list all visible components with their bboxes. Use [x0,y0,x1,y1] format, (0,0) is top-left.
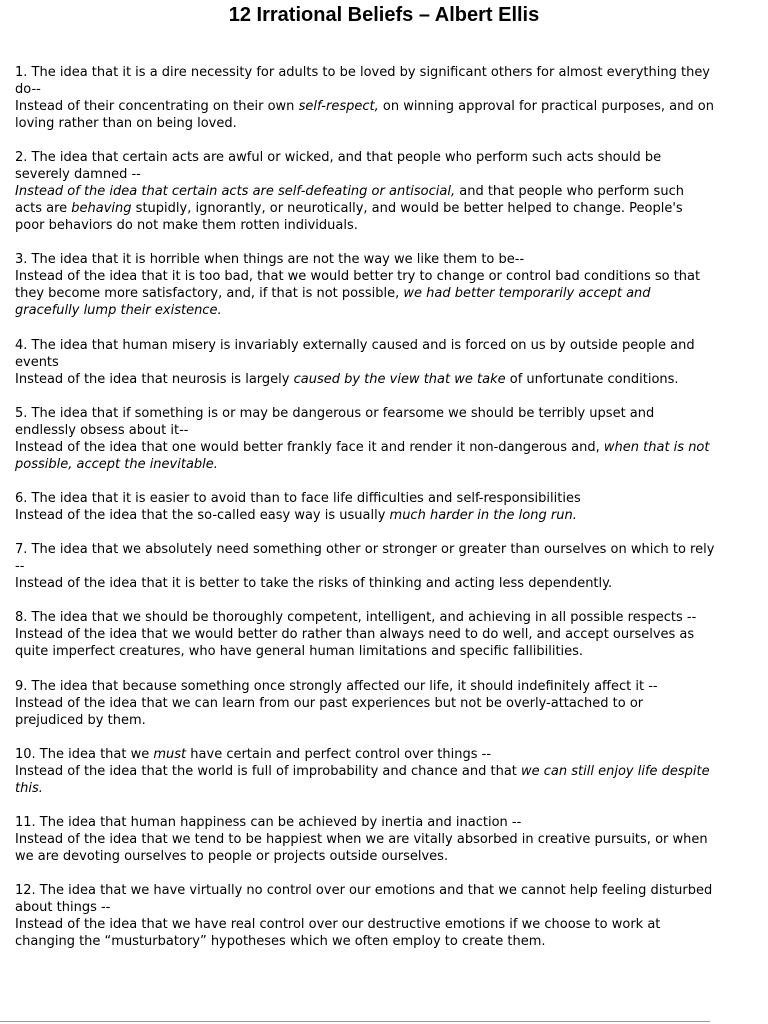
text-run: Instead of their concentrating on their own [15,99,299,114]
belief-alternative [15,371,715,388]
text-run: Instead of the idea that we have real control over our destructive emotions if we choose to work at changing the “musturbatory” hypotheses which we often employ to create them. [15,917,661,950]
belief-alternative [15,575,715,592]
emphasis-text: self-respect, [298,99,379,114]
text-run: Instead of the idea that it is too bad, that we would better try to change or control bad conditions so that they become more satisfactory, and, if that is not possible, [15,269,701,302]
belief-item [15,814,715,865]
belief-statement [15,814,715,831]
belief-item [15,490,715,524]
belief-statement [15,490,715,507]
belief-statement [15,882,715,916]
belief-alternative [15,507,715,524]
belief-statement [15,337,715,371]
text-run: 3. The idea that it is horrible when things are not the way we like them to be-- [15,252,525,268]
belief-alternative [15,695,715,729]
text-run: Instead of the idea that it is better to take the risks of thinking and acting less dependently. [15,576,613,592]
text-run: Instead of the idea that the so-called easy way is usually [15,507,390,523]
text-run: Instead of the idea that we would better do rather than always need to do well, and accept ourselves as quite imperfect creatures, who have general human limitations and specific fallibilities. [15,627,695,660]
belief-alternative [15,183,715,234]
belief-alternative [15,831,715,865]
text-run: 10. The idea that we [15,746,154,762]
page-title: 12 Irrational Beliefs – Albert Ellis [228,4,540,26]
belief-item [15,609,715,660]
text-run: and that people who perform such acts are [15,184,684,217]
belief-item [15,251,715,319]
text-run: Instead of the idea that we tend to be happiest when we are vitally absorbed in creative pursuits, or when we are devoting ourselves to people or projects outside ourselves. [15,831,708,864]
belief-item [15,405,715,473]
belief-statement [15,405,715,439]
belief-statement [15,541,715,575]
belief-statement [15,64,715,98]
belief-item [15,64,715,132]
text-run: Instead of the idea that we can learn from our past experiences but not be overly-attached to or prejudiced by them. [15,695,644,728]
text-run: on winning approval for practical purposes, and on loving rather than on being loved. [15,99,714,131]
text-run: 6. The idea that it is easier to avoid than to face life difficulties and self-responsibilities [15,490,581,506]
belief-alternative [15,98,715,132]
text-run: 11. The idea that human happiness can be achieved by inertia and inaction -- [15,814,522,830]
text-run: stupidly, ignorantly, or neurotically, and would be better helped to change. People's poor behaviors do not make them rotten individuals. [15,201,683,234]
belief-statement [15,678,715,695]
text-run: Instead of the idea that neurosis is largely [15,371,294,387]
emphasis-text: we had better temporarily accept and gracefully lump their existence. [15,286,651,319]
belief-statement [15,609,715,626]
text-run: 1. The idea that it is a dire necessity for adults to be loved by significant others for almost everything they do-- [15,65,711,97]
emphasis-text: caused by the view that we take [293,371,506,387]
belief-alternative [15,626,715,660]
emphasis-text: behaving [71,201,132,217]
belief-item [15,541,715,592]
belief-statement [15,149,715,183]
belief-item [15,746,715,797]
text-run: 9. The idea that because something once strongly affected our life, it should indefinitely affect it -- [15,678,658,694]
belief-alternative [15,268,715,319]
text-run: 7. The idea that we absolutely need something other or stronger or greater than ourselves on which to rely -- [15,542,715,575]
text-run: Instead of the idea that one would better frankly face it and render it non-dangerous and, [15,439,604,455]
text-run: 8. The idea that we should be thoroughly competent, intelligent, and achieving in all possible respects -- [15,610,697,626]
belief-statement [15,251,715,268]
text-run: Instead of the idea that the world is full of improbability and chance and that [15,763,522,779]
belief-alternative [15,439,715,473]
emphasis-text: when that is not possible, accept the inevitable. [15,439,710,472]
belief-item [15,337,715,388]
text-run: 5. The idea that if something is or may be dangerous or fearsome we should be terribly upset and endlessly obsess about it-- [15,405,655,438]
belief-item [15,149,715,234]
belief-statement [15,746,715,763]
emphasis-text: must [153,746,187,762]
emphasis-text: we can still enjoy life despite this. [15,763,710,796]
text-run: 2. The idea that certain acts are awful or wicked, and that people who perform such acts should be severely damned -- [15,150,662,183]
text-run: of unfortunate conditions. [505,371,679,387]
emphasis-text: Instead of the idea that certain acts are self-defeating or antisocial, [15,184,456,200]
bottom-rule [0,1021,710,1022]
emphasis-text: much harder in the long run. [389,507,577,523]
belief-alternative [15,763,715,797]
belief-alternative [15,916,715,950]
text-run: 12. The idea that we have virtually no control over our emotions and that we cannot help feeling disturbed about things -- [15,883,713,916]
text-run: have certain and perfect control over things -- [186,746,492,762]
beliefs-list [15,64,715,967]
text-run: 4. The idea that human misery is invariably externally caused and is forced on us by outside people and events [15,337,695,370]
belief-item [15,678,715,729]
belief-item [15,882,715,950]
